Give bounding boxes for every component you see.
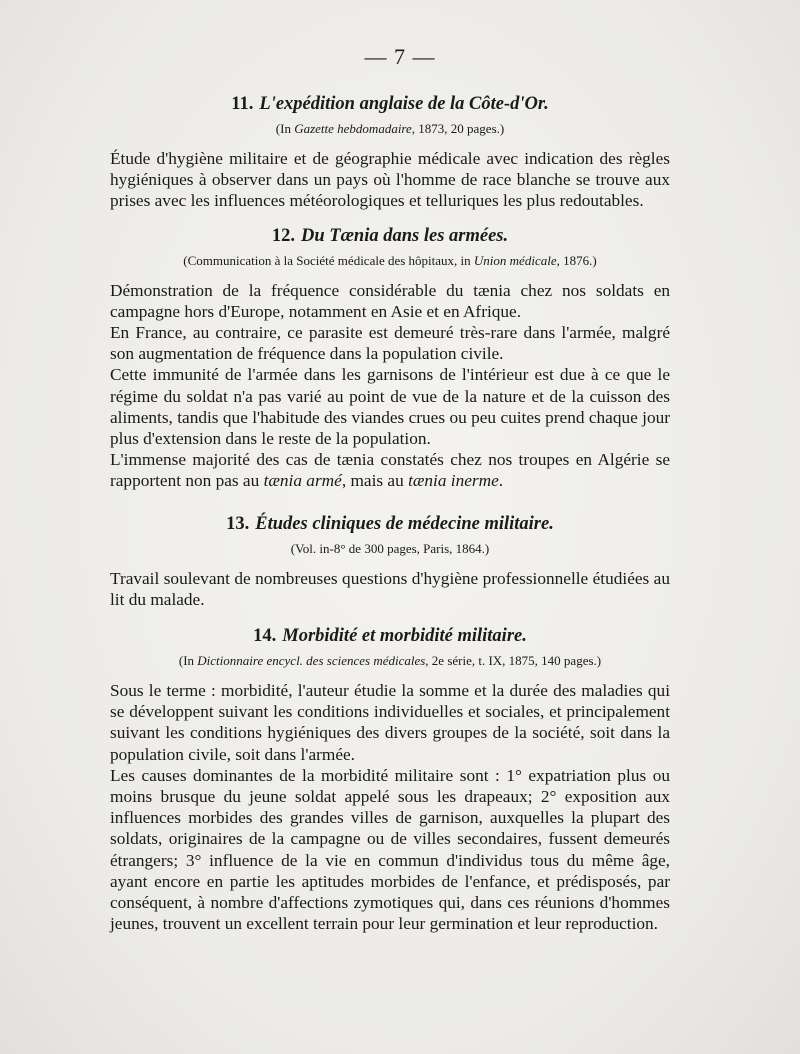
entry-number: 13. <box>226 513 250 534</box>
source-text: , 1873, 20 pages.) <box>411 121 505 136</box>
source-text: (Communication à la Société médicale des hôpitaux, in <box>183 252 474 268</box>
entry-title-text: L'expédition anglaise de la Côte-d'Or. <box>259 94 549 114</box>
paragraph: En France, au contraire, ce parasite est demeuré très-rare dans l'armée, malgré son augmentation de fréquence dans la population civile. <box>110 323 670 364</box>
paragraph: Cette immunité de l'armée dans les garnisons de l'intérieur est due à ce que le régime du soldat n'a pas varié au point de vue de la nature et de la cuisson des aliments, tandis que l'habitude des viandes crues ou peu cuites prend chaque jour plus d'extension dans le reste de la population. <box>110 365 670 449</box>
entry-number: 14. <box>253 626 277 647</box>
page-number: — 7 — <box>364 44 436 69</box>
entry-title <box>110 624 670 648</box>
paragraph: Les causes dominantes de la morbidité militaire sont : 1° expatriation plus ou moins brusque du jeune soldat appelé sous les drapeaux; 2° exposition aux influences morbides des grandes villes de garnison, auxquelles la plupart des soldats, originaires de la campagne ou de villes secondaires, fussent demeurés étrangers; 3° influence de la vie en commun d'individus tous du même âge, ayant encore en partie les aptitudes morbides de l'enfance, et prédisposés, par conséquent, à nombre d'affections zymotiques qui, dans ces réunions d'hommes jeunes, trouvent un excellent terrain pour leur germination et leur reproduction. <box>110 765 670 934</box>
source-text: (Vol. in-8° de 300 pages, Paris, 1864.) <box>290 540 490 556</box>
paragraph: Sous le terme : morbidité, l'auteur étudie la somme et la durée des maladies qui se développent suivant les conditions individuelles et sociales, et principalement suivant les conditions hygiéniques des divers groupes de la société, soit dans la population civile, soit dans l'armée. <box>110 681 670 764</box>
entry-number: 11. <box>231 94 254 114</box>
paragraph-text: . <box>498 471 504 491</box>
entry-source <box>110 652 670 670</box>
paragraph-text: , mais au <box>341 471 409 491</box>
entry-title <box>110 224 670 248</box>
source-text: , 1876.) <box>556 252 597 268</box>
entry-title <box>110 512 670 536</box>
entry-title <box>110 92 670 116</box>
entry-source <box>110 540 670 558</box>
paragraph-italic: tænia inerme <box>408 471 499 491</box>
entry-title-text: Morbidité et morbidité militaire. <box>282 626 527 647</box>
paragraph: Étude d'hygiène militaire et de géographie médicale avec indication des règles hygiéniques à observer dans un pays où l'homme de race blanche se trouve aux prises avec les influences météorologiques et telluriques les plus redoutables. <box>110 149 670 211</box>
paragraph: Démonstration de la fréquence considérable du tænia chez nos soldats en campagne hors d'Europe, notamment en Asie et en Afrique. <box>110 280 670 321</box>
entry-14 <box>110 624 670 934</box>
paragraph: Travail soulevant de nombreuses questions d'hygiène professionnelle étudiées au lit du malade. <box>110 568 670 609</box>
entry-11 <box>110 92 670 212</box>
source-publication: Gazette hebdomadaire <box>294 121 412 136</box>
entry-title-text: Du Tænia dans les armées. <box>301 225 509 246</box>
source-publication: Dictionnaire encycl. des sciences médicales <box>197 653 426 669</box>
entry-number: 12. <box>271 225 295 246</box>
entry-source <box>110 120 670 138</box>
entry-12 <box>110 224 670 492</box>
source-publication: Union médicale <box>473 252 557 268</box>
page-content <box>110 92 670 934</box>
entry-source <box>110 252 670 270</box>
entry-title-text: Études cliniques de médecine militaire. <box>255 513 554 534</box>
paragraph <box>110 449 670 491</box>
paragraph-italic: tænia armé <box>263 471 342 491</box>
entry-13 <box>110 512 670 610</box>
source-text: (In <box>275 121 295 136</box>
paragraph-text: L'immense majorité des cas de tænia constatés chez nos troupes en Algérie se rapportent non pas au <box>110 450 670 491</box>
source-text: , 2e série, t. IX, 1875, 140 pages.) <box>425 653 602 669</box>
source-text: (In <box>178 653 198 669</box>
